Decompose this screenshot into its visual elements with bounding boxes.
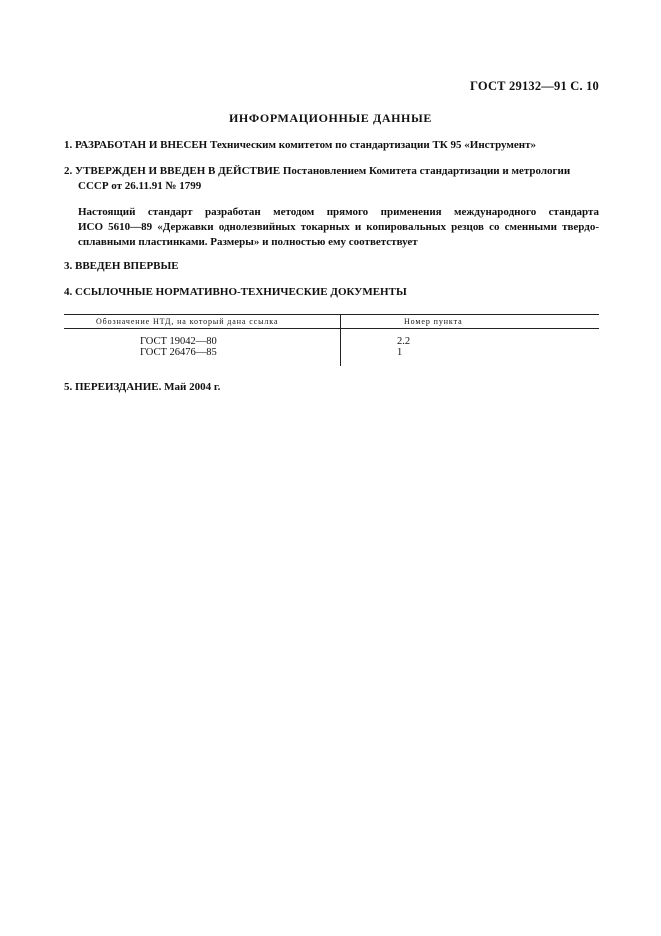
references-table bbox=[64, 314, 599, 366]
table-cell-doc: ГОСТ 19042—80 bbox=[140, 336, 217, 347]
item-number: 4. bbox=[64, 286, 73, 298]
item-lead: УТВЕРЖДЕН И ВВЕДЕН В ДЕЙСТВИЕ bbox=[75, 165, 281, 177]
item-lead: ВВЕДЕН ВПЕРВЫЕ bbox=[75, 260, 179, 272]
item-lead: ПЕРЕИЗДАНИЕ. Май 2004 г. bbox=[75, 381, 221, 393]
table-header-rule bbox=[64, 328, 599, 329]
item-references bbox=[64, 285, 407, 300]
note-line: ИСО 5610—89 «Державки однолезвийных токарных и копировальных резцов со сменными твердо- bbox=[78, 221, 599, 233]
table-cell-clause: 1 bbox=[397, 347, 403, 358]
item-number: 2. bbox=[64, 165, 73, 177]
item-developed bbox=[64, 138, 536, 153]
table-header-clause: Номер пункта bbox=[404, 317, 463, 326]
item-first-introduced bbox=[64, 259, 179, 274]
item-text: Техническим комитетом по стандартизации ТК 95 «Инструмент» bbox=[209, 139, 537, 151]
table-top-rule bbox=[64, 314, 599, 315]
item-number: 1. bbox=[64, 139, 73, 151]
item-text: СССР от 26.11.91 № 1799 bbox=[78, 180, 202, 192]
item-reissue bbox=[64, 380, 220, 395]
item-number: 5. bbox=[64, 381, 73, 393]
table-cell-doc: ГОСТ 26476—85 bbox=[140, 347, 217, 358]
item-approved bbox=[64, 164, 570, 179]
item-number: 3. bbox=[64, 260, 73, 272]
table-cell-clause: 2.2 bbox=[397, 336, 411, 347]
table-column-divider bbox=[340, 314, 341, 366]
item-lead: ССЫЛОЧНЫЕ НОРМАТИВНО-ТЕХНИЧЕСКИЕ ДОКУМЕНТЫ bbox=[75, 286, 407, 298]
note-line: Настоящий стандарт разработан методом прямого применения международного стандарта bbox=[78, 206, 599, 218]
page-title: ИНФОРМАЦИОННЫЕ ДАННЫЕ bbox=[229, 111, 432, 125]
item-text: Постановлением Комитета стандартизации и метрологии bbox=[282, 165, 571, 177]
table-header-doc: Обозначение НТД, на который дана ссылка bbox=[96, 317, 279, 326]
item-approved-line2 bbox=[78, 179, 201, 194]
note-line: сплавными пластинками. Размеры» и полностью ему соответствует bbox=[78, 236, 418, 248]
running-header: ГОСТ 29132—91 С. 10 bbox=[470, 79, 599, 93]
note-paragraph bbox=[78, 205, 599, 250]
item-lead: РАЗРАБОТАН И ВНЕСЕН bbox=[75, 139, 208, 151]
